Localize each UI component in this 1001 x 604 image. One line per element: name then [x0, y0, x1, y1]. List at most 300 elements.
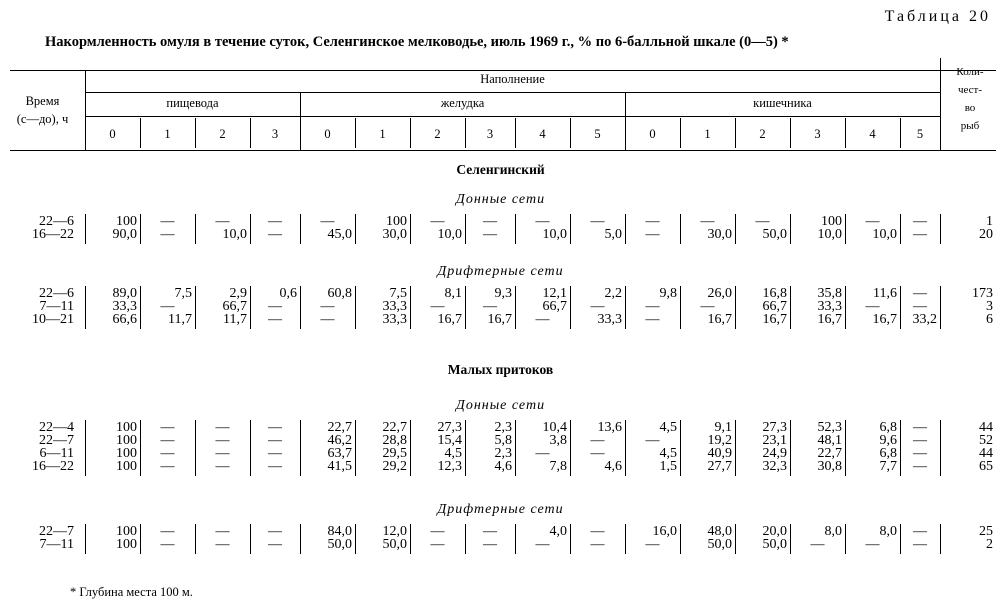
table-cell: 12,3 — [437, 459, 462, 474]
cell-divider — [195, 420, 196, 476]
table-cell: — — [645, 299, 660, 314]
table-cell: 12,0 — [382, 524, 407, 539]
table-cell: 100 — [116, 446, 137, 461]
table-cell: 50,0 — [762, 537, 787, 552]
table-cell: 25 — [979, 524, 993, 539]
table-cell: — — [913, 214, 927, 229]
cell-divider — [940, 524, 941, 554]
score-divider — [845, 118, 846, 148]
table-cell: — — [755, 214, 770, 229]
table-cell: 66,7 — [542, 299, 567, 314]
block-subtitle: Донные сети — [455, 398, 546, 413]
table-cell: 10,0 — [542, 227, 567, 242]
table-cell: 45,0 — [327, 227, 352, 242]
score-divider — [195, 118, 196, 148]
table-cell: 40,9 — [707, 446, 732, 461]
cell-divider — [195, 524, 196, 554]
table-cell: 33,3 — [112, 299, 137, 314]
cell-divider — [410, 214, 411, 244]
cell-divider — [85, 214, 86, 244]
score-divider — [355, 118, 356, 148]
table-cell: 100 — [116, 459, 137, 474]
cell-divider — [790, 524, 791, 554]
table-cell: 9,8 — [659, 286, 677, 301]
table-cell: 12,1 — [542, 286, 567, 301]
table-cell: 19,2 — [707, 433, 732, 448]
cell-divider — [195, 286, 196, 329]
row-time: 22—7 — [39, 433, 74, 448]
table-cell: — — [913, 299, 927, 314]
table-cell: 4,5 — [444, 446, 462, 461]
table-cell: 0,6 — [279, 286, 297, 301]
table-caption: Накормленность омуля в течение суток, Селенгинское мелководье, июль 1969 г., % по 6-балльной шкале (0—5) * — [45, 34, 789, 50]
group-header: желудка — [440, 96, 485, 110]
table-cell: 1,5 — [659, 459, 677, 474]
table-cell: 16,7 — [872, 312, 897, 327]
table-cell: — — [160, 420, 175, 435]
table-cell: — — [215, 433, 230, 448]
table-cell: 33,2 — [912, 312, 937, 327]
cell-divider — [300, 214, 301, 244]
table-cell: — — [913, 420, 927, 435]
table-cell: — — [160, 433, 175, 448]
table-cell: — — [268, 446, 282, 461]
section-title: Малых притоков — [447, 362, 554, 377]
cell-divider — [845, 214, 846, 244]
cell-divider — [250, 524, 251, 554]
table-cell: 11,7 — [168, 312, 192, 327]
cell-divider — [900, 286, 901, 329]
table-cell: — — [645, 312, 660, 327]
cell-divider — [355, 524, 356, 554]
table-cell: — — [268, 312, 282, 327]
table-cell: — — [160, 446, 175, 461]
cell-divider — [735, 214, 736, 244]
table-cell: 15,4 — [437, 433, 462, 448]
score-header: 2 — [759, 127, 766, 141]
cell-divider — [410, 420, 411, 476]
table-cell: — — [215, 524, 230, 539]
row-time: 6—11 — [39, 446, 74, 461]
table-cell: — — [160, 299, 175, 314]
table-cell: 5,0 — [604, 227, 622, 242]
table-cell: — — [320, 299, 335, 314]
row-time: 10—21 — [32, 312, 74, 327]
table-cell: — — [535, 537, 550, 552]
table-cell: 50,0 — [762, 227, 787, 242]
cell-divider — [85, 420, 86, 476]
cell-divider — [140, 286, 141, 329]
table-cell: — — [430, 537, 445, 552]
table-cell: 2,3 — [494, 446, 512, 461]
table-cell: — — [430, 299, 445, 314]
cell-divider — [570, 420, 571, 476]
cell-divider — [85, 286, 86, 329]
table-cell: — — [215, 537, 230, 552]
table-cell: — — [268, 420, 282, 435]
table-cell: 2,2 — [604, 286, 622, 301]
table-cell: — — [215, 446, 230, 461]
row-time: 16—22 — [32, 459, 74, 474]
table-cell: 1 — [986, 214, 993, 229]
table-cell: — — [215, 420, 230, 435]
cell-divider — [900, 524, 901, 554]
row-time: 16—22 — [32, 227, 74, 242]
section-title: Селенгинский — [456, 162, 545, 177]
table-cell: 50,0 — [707, 537, 732, 552]
row-time: 22—4 — [39, 420, 74, 435]
group-header: кишечника — [753, 96, 812, 110]
score-header: 0 — [109, 127, 116, 141]
table-cell: 27,7 — [707, 459, 732, 474]
table-cell: — — [215, 459, 230, 474]
table-cell: — — [535, 214, 550, 229]
table-cell: 29,5 — [382, 446, 407, 461]
table-cell: — — [483, 299, 497, 314]
table-cell: 7,5 — [389, 286, 407, 301]
cell-divider — [410, 286, 411, 329]
table-cell: — — [160, 537, 175, 552]
table-cell: 16,7 — [487, 312, 512, 327]
cell-divider — [570, 524, 571, 554]
count-col-header: во — [964, 102, 976, 114]
cell-divider — [625, 420, 626, 476]
table-cell: 10,0 — [222, 227, 247, 242]
score-divider — [900, 118, 901, 148]
cell-divider — [735, 420, 736, 476]
table-cell: — — [268, 537, 282, 552]
cell-divider — [355, 420, 356, 476]
table-cell: — — [483, 537, 497, 552]
table-cell: — — [160, 459, 175, 474]
table-cell: — — [268, 299, 282, 314]
group-header: пищевода — [166, 96, 219, 110]
table-cell: 4,6 — [494, 459, 512, 474]
table-cell: 63,7 — [327, 446, 352, 461]
table-cell: 22,7 — [817, 446, 842, 461]
cell-divider — [140, 214, 141, 244]
table-cell: — — [913, 286, 927, 301]
cell-divider — [300, 420, 301, 476]
cell-divider — [845, 286, 846, 329]
table-cell: — — [268, 214, 282, 229]
score-rule — [85, 116, 940, 117]
cell-divider — [625, 214, 626, 244]
table-cell: 66,6 — [112, 312, 137, 327]
table-cell: — — [645, 537, 660, 552]
cell-divider — [140, 524, 141, 554]
cell-divider — [790, 420, 791, 476]
block-subtitle: Дрифтерные сети — [437, 264, 564, 279]
table-cell: 3 — [986, 299, 993, 314]
table-cell: 8,0 — [879, 524, 897, 539]
table-cell: 100 — [116, 433, 137, 448]
cell-divider — [570, 214, 571, 244]
table-cell: — — [320, 214, 335, 229]
table-cell: — — [590, 299, 605, 314]
table-cell: 10,0 — [817, 227, 842, 242]
table-cell: 27,3 — [762, 420, 787, 435]
table-cell: 50,0 — [327, 537, 352, 552]
table-cell: — — [535, 446, 550, 461]
table-cell: 11,7 — [223, 312, 247, 327]
table-cell: 65 — [979, 459, 993, 474]
score-header: 1 — [164, 127, 171, 141]
table-cell: — — [865, 537, 880, 552]
table-cell: 24,9 — [762, 446, 787, 461]
table-cell: — — [590, 446, 605, 461]
score-header: 1 — [704, 127, 711, 141]
table-cell: 100 — [116, 524, 137, 539]
table-cell: — — [913, 459, 927, 474]
cell-divider — [680, 286, 681, 329]
table-cell: 6,8 — [879, 446, 897, 461]
table-cell: 16,7 — [707, 312, 732, 327]
cell-divider — [625, 286, 626, 329]
table-cell: 7,8 — [549, 459, 567, 474]
table-cell: 100 — [116, 214, 137, 229]
cell-divider — [845, 524, 846, 554]
table-number: Таблица 20 — [884, 8, 991, 25]
table-cell: — — [430, 214, 445, 229]
table-cell: — — [430, 524, 445, 539]
table-cell: 16,7 — [817, 312, 842, 327]
table-cell: — — [483, 214, 497, 229]
score-divider — [515, 118, 516, 148]
table-cell: 10,4 — [542, 420, 567, 435]
table-cell: 22,7 — [327, 420, 352, 435]
score-header: 4 — [539, 127, 546, 141]
table-footnote: * Глубина места 100 м. — [70, 585, 193, 599]
count-col-divider — [940, 58, 941, 150]
score-divider — [410, 118, 411, 148]
cell-divider — [465, 286, 466, 329]
cell-divider — [355, 286, 356, 329]
row-time: 7—11 — [39, 537, 74, 552]
table-cell: 11,6 — [873, 286, 897, 301]
cell-divider — [570, 286, 571, 329]
table-cell: 23,1 — [762, 433, 787, 448]
table-cell: — — [268, 524, 282, 539]
header-bottom-rule — [10, 150, 996, 151]
table-cell: — — [215, 214, 230, 229]
table-cell: 44 — [979, 420, 993, 435]
table-cell: 2,3 — [494, 420, 512, 435]
score-header: 1 — [379, 127, 386, 141]
count-col-header: рыб — [960, 120, 980, 132]
table-cell: — — [590, 433, 605, 448]
table-cell: 33,3 — [597, 312, 622, 327]
table-cell: 100 — [821, 214, 842, 229]
table-cell: 9,3 — [494, 286, 512, 301]
table-cell: 173 — [972, 286, 993, 301]
table-cell: 89,0 — [112, 286, 137, 301]
table-cell: — — [645, 227, 660, 242]
cell-divider — [515, 524, 516, 554]
table-cell: 10,0 — [872, 227, 897, 242]
time-col-header: Время — [25, 94, 60, 108]
table-cell: — — [913, 446, 927, 461]
score-header: 3 — [271, 127, 279, 141]
table-cell: 100 — [116, 537, 137, 552]
table-cell: 16,7 — [437, 312, 462, 327]
cell-divider — [300, 286, 301, 329]
cell-divider — [790, 286, 791, 329]
cell-divider — [250, 286, 251, 329]
table-cell: 41,5 — [327, 459, 352, 474]
cell-divider — [250, 214, 251, 244]
table-cell: 8,0 — [824, 524, 842, 539]
row-time: 22—6 — [39, 214, 74, 229]
score-divider — [680, 118, 681, 148]
cell-divider — [465, 214, 466, 244]
table-cell: 84,0 — [327, 524, 352, 539]
table-cell: 7,7 — [879, 459, 897, 474]
table-cell: — — [645, 433, 660, 448]
table-cell: 48,1 — [817, 433, 842, 448]
cell-divider — [900, 420, 901, 476]
cell-divider — [940, 286, 941, 329]
table-cell: 48,0 — [707, 524, 732, 539]
table-cell: — — [268, 227, 282, 242]
score-header: 2 — [219, 127, 226, 141]
table-cell: 22,7 — [382, 420, 407, 435]
score-header: 2 — [434, 127, 441, 141]
table-cell: — — [483, 227, 497, 242]
table-cell: — — [913, 227, 927, 242]
block-subtitle: Донные сети — [455, 192, 546, 207]
score-header: 0 — [324, 127, 331, 141]
score-header: 3 — [486, 127, 494, 141]
cell-divider — [735, 286, 736, 329]
cell-divider — [680, 524, 681, 554]
table-cell: 3,8 — [549, 433, 567, 448]
table-cell: 30,8 — [817, 459, 842, 474]
table-cell: 100 — [386, 214, 407, 229]
table-cell: — — [590, 214, 605, 229]
table-cell: — — [700, 299, 715, 314]
cell-divider — [845, 420, 846, 476]
table-cell: — — [535, 312, 550, 327]
table-cell: — — [590, 537, 605, 552]
cell-divider — [515, 286, 516, 329]
table-cell: — — [590, 524, 605, 539]
table-cell: — — [865, 299, 880, 314]
table-cell: 4,5 — [659, 420, 677, 435]
cell-divider — [515, 420, 516, 476]
table-cell: — — [268, 459, 282, 474]
cell-divider — [355, 214, 356, 244]
table-cell: 66,7 — [762, 299, 787, 314]
block-subtitle: Дрифтерные сети — [437, 502, 564, 517]
table-cell: 52 — [979, 433, 993, 448]
cell-divider — [300, 524, 301, 554]
cell-divider — [140, 420, 141, 476]
table-cell: 27,3 — [437, 420, 462, 435]
table-cell: — — [645, 214, 660, 229]
table-cell: 60,8 — [327, 286, 352, 301]
table-cell: 8,1 — [444, 286, 462, 301]
table-cell: 2,9 — [229, 286, 247, 301]
count-col-header: чест- — [957, 84, 983, 96]
cell-divider — [900, 214, 901, 244]
table-cell: 6,8 — [879, 420, 897, 435]
cell-divider — [250, 420, 251, 476]
time-col-header: (с—до), ч — [16, 112, 69, 126]
table-cell: 20 — [979, 227, 993, 242]
table-cell: 100 — [116, 420, 137, 435]
table-cell: 2 — [986, 537, 993, 552]
score-divider — [140, 118, 141, 148]
row-time: 22—7 — [39, 524, 74, 539]
score-divider — [570, 118, 571, 148]
table-cell: 32,3 — [762, 459, 787, 474]
table-cell: — — [865, 214, 880, 229]
cell-divider — [940, 420, 941, 476]
table-cell: — — [913, 524, 927, 539]
table-cell: 4,6 — [604, 459, 622, 474]
fill-header: Наполнение — [480, 72, 545, 86]
cell-divider — [680, 214, 681, 244]
table-cell: 30,0 — [382, 227, 407, 242]
header-top-rule — [10, 70, 996, 71]
table-cell: 16,0 — [652, 524, 677, 539]
score-header: 5 — [916, 127, 924, 141]
table-cell: 33,3 — [817, 299, 842, 314]
table-cell: — — [160, 227, 175, 242]
cell-divider — [790, 214, 791, 244]
table-cell: 6 — [986, 312, 993, 327]
cell-divider — [195, 214, 196, 244]
score-header: 3 — [814, 127, 821, 141]
table-cell: — — [483, 524, 497, 539]
table-cell: 29,2 — [382, 459, 407, 474]
table-cell: 5,8 — [494, 433, 512, 448]
table-cell: 90,0 — [112, 227, 137, 242]
table-cell: 4,5 — [659, 446, 677, 461]
table-cell: 16,8 — [762, 286, 787, 301]
cell-divider — [85, 524, 86, 554]
table-cell: — — [913, 537, 927, 552]
table-cell: 20,0 — [762, 524, 787, 539]
table-cell: 10,0 — [437, 227, 462, 242]
score-divider — [790, 118, 791, 148]
cell-divider — [515, 214, 516, 244]
cell-divider — [940, 214, 941, 244]
table-cell: 30,0 — [707, 227, 732, 242]
cell-divider — [465, 420, 466, 476]
table-cell: 9,1 — [714, 420, 732, 435]
cell-divider — [735, 524, 736, 554]
table-cell: 26,0 — [707, 286, 732, 301]
cell-divider — [625, 524, 626, 554]
table-cell: — — [160, 214, 175, 229]
table-cell: 33,3 — [382, 299, 407, 314]
table-cell: 66,7 — [222, 299, 247, 314]
row-time: 22—6 — [39, 286, 74, 301]
table-cell: 35,8 — [817, 286, 842, 301]
cell-divider — [465, 524, 466, 554]
table-cell: 46,2 — [327, 433, 352, 448]
table-cell: — — [913, 433, 927, 448]
score-divider — [735, 118, 736, 148]
score-header: 0 — [649, 127, 656, 141]
row-time: 7—11 — [39, 299, 74, 314]
score-header: 5 — [594, 127, 601, 141]
table-cell: 44 — [979, 446, 993, 461]
table-cell: — — [320, 312, 335, 327]
table-cell: 4,0 — [549, 524, 567, 539]
